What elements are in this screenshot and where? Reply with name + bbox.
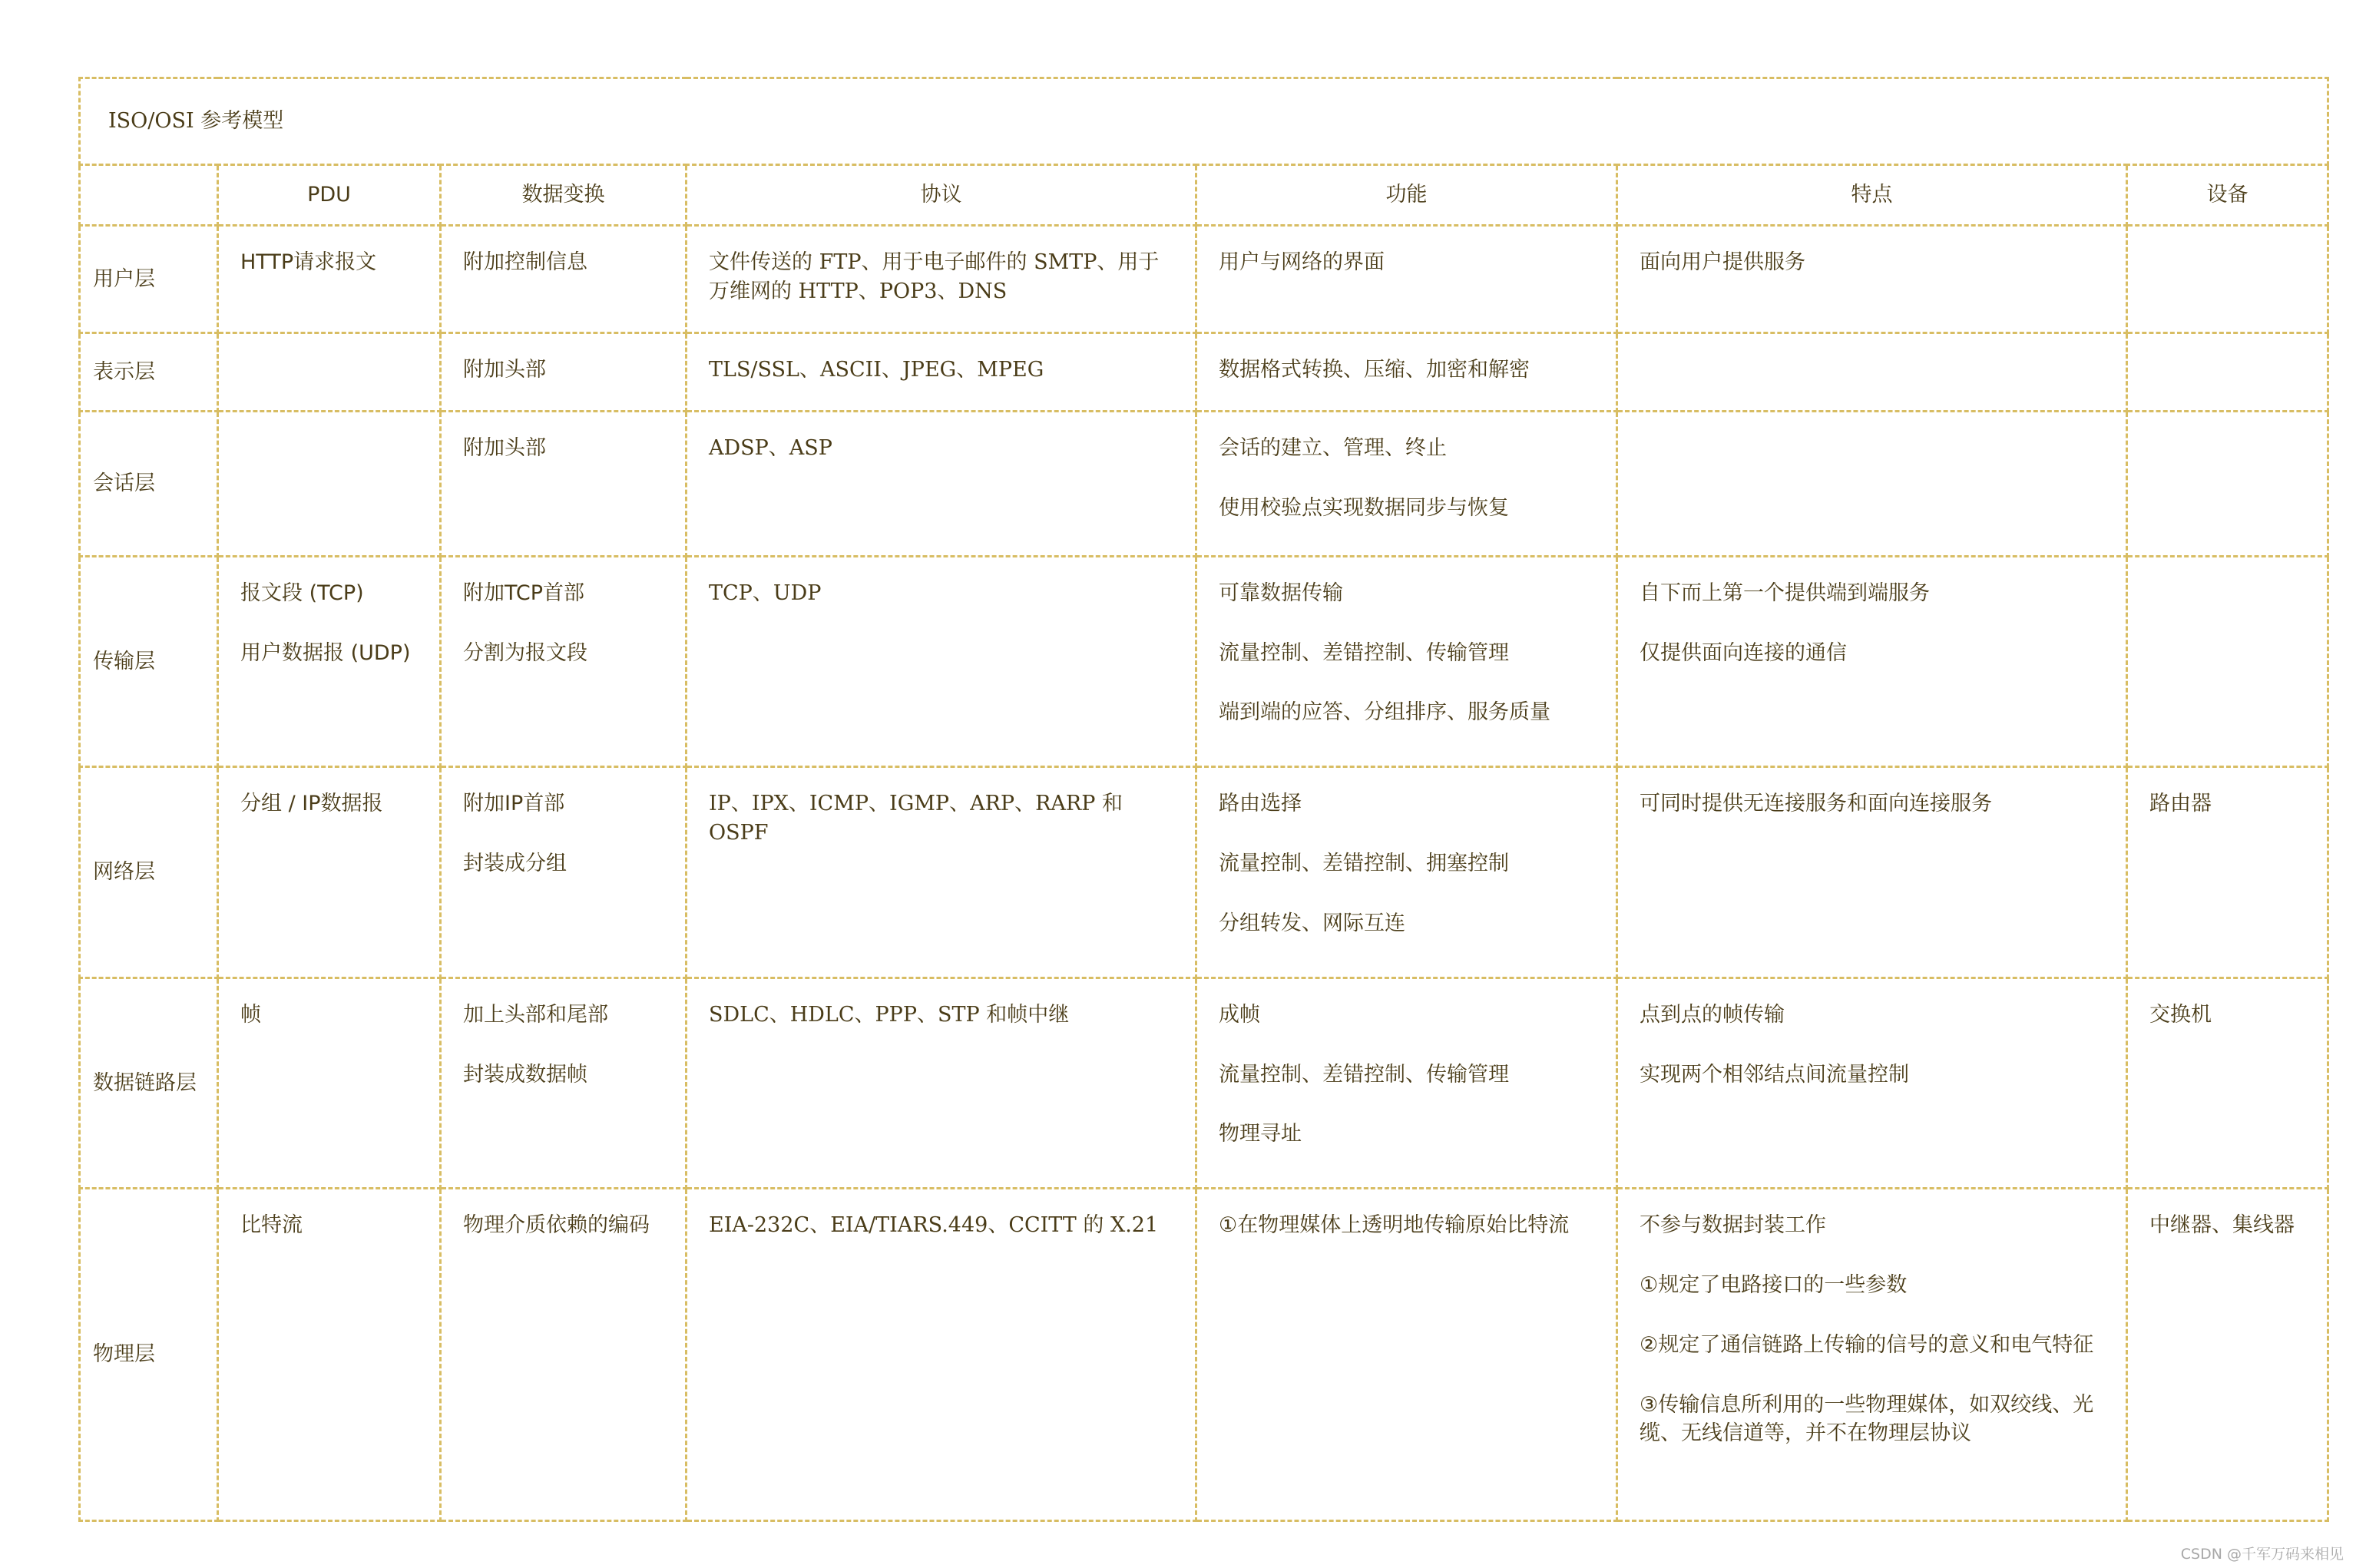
csdn-watermark: CSDN @千军万码来相见 xyxy=(2180,1546,2344,1563)
cell-text-line: 附加头部 xyxy=(463,358,546,382)
cell-text-line: 分割为报文段 xyxy=(463,640,587,665)
layer-name-cell: 会话层 xyxy=(80,412,218,556)
cell-text-line: 不参与数据封装工作 xyxy=(1640,1213,1826,1238)
function-cell xyxy=(1196,333,1617,412)
table-body xyxy=(80,226,2328,1521)
cell-text-line: 流量控制、差错控制、传输管理 xyxy=(1219,1062,1509,1087)
cell-text-line: 会话的建立、管理、终止 xyxy=(1219,436,1447,461)
cell-text-line: 物理寻址 xyxy=(1219,1122,1302,1146)
transform-cell xyxy=(441,226,687,333)
feature-cell xyxy=(1617,333,2127,412)
pdu-cell xyxy=(218,978,441,1188)
header-pdu: PDU xyxy=(218,165,441,226)
pdu-cell xyxy=(218,767,441,978)
cell-text-line: 仅提供面向连接的通信 xyxy=(1640,640,1847,665)
cell-text-line: 可同时提供无连接服务和面向连接服务 xyxy=(1640,792,1992,816)
cell-text-line: ①在物理媒体上透明地传输原始比特流 xyxy=(1219,1213,1570,1238)
cell-text-line: 自下而上第一个提供端到端服务 xyxy=(1640,581,1930,605)
device-cell xyxy=(2127,412,2328,556)
header-row xyxy=(80,165,2328,226)
cell-text-line: 可靠数据传输 xyxy=(1219,581,1343,605)
cell-text-line: 面向用户提供服务 xyxy=(1640,250,1805,274)
cell-text-line: TLS/SSL、ASCII、JPEG、MPEG xyxy=(709,358,1044,382)
protocol-cell xyxy=(687,556,1196,766)
pdu-cell xyxy=(218,556,441,766)
device-cell xyxy=(2127,333,2328,412)
cell-text-line: SDLC、HDLC、PPP、STP 和帧中继 xyxy=(709,1002,1070,1027)
layer-name-cell: 用户层 xyxy=(80,226,218,333)
header-layer xyxy=(80,165,218,226)
function-cell xyxy=(1196,412,1617,556)
device-cell xyxy=(2127,226,2328,333)
header-function: 功能 xyxy=(1196,165,1617,226)
table-row xyxy=(80,226,2328,333)
cell-text-line: 用户与网络的界面 xyxy=(1219,250,1385,274)
cell-text-line: 封装成分组 xyxy=(463,852,567,876)
cell-text-line: 附加IP首部 xyxy=(463,792,565,816)
layer-name-cell: 物理层 xyxy=(80,1189,218,1521)
cell-text-line: 附加控制信息 xyxy=(463,250,587,274)
transform-cell xyxy=(441,556,687,766)
pdu-cell xyxy=(218,1189,441,1521)
cell-text-line: 用户数据报 (UDP) xyxy=(240,640,411,665)
cell-text-line: 帧 xyxy=(240,1002,261,1027)
feature-cell xyxy=(1617,767,2127,978)
feature-cell xyxy=(1617,226,2127,333)
layer-name-cell: 网络层 xyxy=(80,767,218,978)
cell-text-line: EIA-232C、EIA/TIARS.449、CCITT 的 X.21 xyxy=(709,1213,1159,1238)
cell-text-line: 物理介质依赖的编码 xyxy=(463,1213,650,1238)
feature-cell xyxy=(1617,1189,2127,1521)
cell-text-line: 比特流 xyxy=(240,1213,303,1238)
cell-text-line: 实现两个相邻结点间流量控制 xyxy=(1640,1062,1909,1087)
protocol-cell xyxy=(687,412,1196,556)
function-cell xyxy=(1196,1189,1617,1521)
table-title: ISO/OSI 参考模型 xyxy=(80,78,2328,165)
transform-cell xyxy=(441,1189,687,1521)
function-cell xyxy=(1196,767,1617,978)
cell-text-line: 路由器 xyxy=(2149,792,2212,816)
pdu-cell xyxy=(218,333,441,412)
cell-text-line: 流量控制、差错控制、传输管理 xyxy=(1219,640,1509,665)
transform-cell xyxy=(441,412,687,556)
layer-name-cell: 传输层 xyxy=(80,556,218,766)
device-cell xyxy=(2127,1189,2328,1521)
cell-text-line: 附加TCP首部 xyxy=(463,581,585,605)
header-transform: 数据变换 xyxy=(441,165,687,226)
transform-cell xyxy=(441,333,687,412)
cell-text-line: ③传输信息所利用的一些物理媒体，如双绞线、光缆、无线信道等，并不在物理层协议 xyxy=(1640,1392,2094,1446)
cell-text-line: ②规定了通信链路上传输的信号的意义和电气特征 xyxy=(1640,1332,2094,1357)
function-cell xyxy=(1196,978,1617,1188)
cell-text-line: 中继器、集线器 xyxy=(2149,1213,2295,1238)
transform-cell xyxy=(441,978,687,1188)
feature-cell xyxy=(1617,556,2127,766)
cell-text-line: 使用校验点实现数据同步与恢复 xyxy=(1219,496,1509,521)
table-row xyxy=(80,412,2328,556)
function-cell xyxy=(1196,556,1617,766)
table-row xyxy=(80,1189,2328,1521)
cell-text-line: 分组 / IP数据报 xyxy=(240,792,383,816)
title-row xyxy=(80,78,2328,165)
cell-text-line: HTTP请求报文 xyxy=(240,250,377,274)
layer-name-cell: 表示层 xyxy=(80,333,218,412)
protocol-cell xyxy=(687,333,1196,412)
cell-text-line: 点到点的帧传输 xyxy=(1640,1002,1785,1027)
protocol-cell xyxy=(687,767,1196,978)
cell-text-line: 报文段 (TCP) xyxy=(240,581,364,605)
device-cell xyxy=(2127,556,2328,766)
cell-text-line: 分组转发、网际互连 xyxy=(1219,911,1405,935)
cell-text-line: 路由选择 xyxy=(1219,792,1302,816)
table-row xyxy=(80,978,2328,1188)
header-protocol: 协议 xyxy=(687,165,1196,226)
feature-cell xyxy=(1617,412,2127,556)
cell-text-line: 端到端的应答、分组排序、服务质量 xyxy=(1219,700,1550,725)
protocol-cell xyxy=(687,226,1196,333)
table-row xyxy=(80,333,2328,412)
cell-text-line: ①规定了电路接口的一些参数 xyxy=(1640,1272,1908,1297)
function-cell xyxy=(1196,226,1617,333)
cell-text-line: IP、IPX、ICMP、IGMP、ARP、RARP 和 OSPF xyxy=(709,792,1123,845)
pdu-cell xyxy=(218,412,441,556)
cell-text-line: 附加头部 xyxy=(463,436,546,461)
cell-text-line: 交换机 xyxy=(2149,1002,2212,1027)
device-cell xyxy=(2127,767,2328,978)
protocol-cell xyxy=(687,1189,1196,1521)
cell-text-line: 加上头部和尾部 xyxy=(463,1002,608,1027)
header-feature: 特点 xyxy=(1617,165,2127,226)
device-cell xyxy=(2127,978,2328,1188)
table-row xyxy=(80,767,2328,978)
table-row xyxy=(80,556,2328,766)
pdu-cell xyxy=(218,226,441,333)
feature-cell xyxy=(1617,978,2127,1188)
header-device: 设备 xyxy=(2127,165,2328,226)
transform-cell xyxy=(441,767,687,978)
layer-name-cell: 数据链路层 xyxy=(80,978,218,1188)
cell-text-line: 文件传送的 FTP、用于电子邮件的 SMTP、用于万维网的 HTTP、POP3、DNS xyxy=(709,250,1160,303)
protocol-cell xyxy=(687,978,1196,1188)
cell-text-line: ADSP、ASP xyxy=(709,436,832,461)
cell-text-line: TCP、UDP xyxy=(709,581,822,605)
cell-text-line: 成帧 xyxy=(1219,1002,1260,1027)
cell-text-line: 数据格式转换、压缩、加密和解密 xyxy=(1219,358,1530,382)
osi-reference-table xyxy=(78,77,2329,1522)
cell-text-line: 封装成数据帧 xyxy=(463,1062,587,1087)
cell-text-line: 流量控制、差错控制、拥塞控制 xyxy=(1219,852,1509,876)
